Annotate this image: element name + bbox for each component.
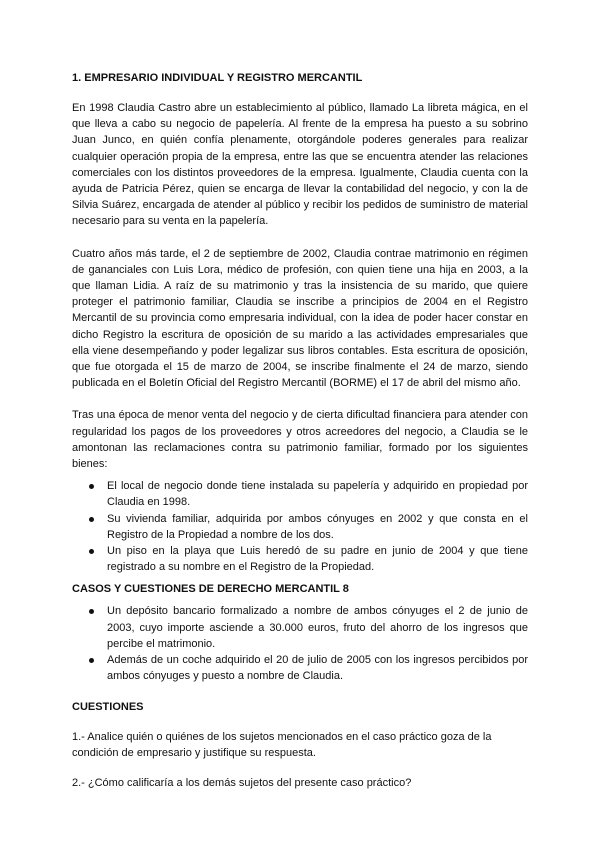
question-item: 1.- Analice quién o quiénes de los sujetos mencionados en el caso práctico goza de la condición de empresario y justifique su respuesta. (72, 730, 492, 759)
list-item: El local de negocio donde tiene instalada su papelería y adquirido en propiedad por Claudia en 1998. (72, 478, 528, 510)
list-item: Un depósito bancario formalizado a nombre de ambos cónyuges el 2 de junio de 2003, cuyo importe asciende a 30.000 euros, fruto del ahorro de los ingresos que percibe el matrimonio. (72, 603, 528, 652)
questions-heading: CUESTIONES (72, 700, 144, 713)
paragraph: Tras una época de menor venta del negocio y de cierta dificultad financiera para atender con regularidad los pagos de los proveedores y otros acreedores del negocio, a Claudia se le amontonan las reclamaciones contra su patrimonio familiar, formado por los siguientes bienes: (72, 409, 528, 471)
question-item: 2.- ¿Cómo calificaría a los demás sujetos del presente caso práctico? (72, 776, 412, 789)
section-heading: 1. EMPRESARIO INDIVIDUAL Y REGISTRO MERCANTIL (72, 72, 363, 84)
assets-list-continued (72, 603, 528, 684)
paragraph: Cuatro años más tarde, el 2 de septiembre de 2002, Claudia contrae matrimonio en régimen de gananciales con Luis Lora, médico de profesión, con quien tiene una hija en 2003, a la que llaman Lidia. A raíz de su matrimonio y tras la insistencia de su marido, que quiere proteger el patrimonio familiar, Claudia se inscribe a principios de 2004 en el Registro Mercantil de su provincia como empresaria individual, con la idea de poder hacer constar en dicho Registro la escritura de oposición de su marido a las actividades empresariales que ella viene desempeñando y poder legalizar sus libros contables. Esta escritura de oposición, que fue otorgada el 15 de marzo de 2004, se inscribe finalmente el 24 de marzo, siendo publicada en el Boletín Oficial del Registro Mercantil (BORME) el 17 de abril del mismo año. (72, 247, 528, 390)
running-header: CASOS Y CUESTIONES DE DERECHO MERCANTIL 8 (72, 583, 349, 596)
list-item: Un piso en la playa que Luis heredó de su padre en junio de 2004 y que tiene registrado a su nombre en el Registro de la Propiedad. (72, 543, 528, 575)
list-item: Además de un coche adquirido el 20 de julio de 2005 con los ingresos percibidos por ambos cónyuges y puesto a nombre de Claudia. (72, 652, 528, 684)
paragraph: En 1998 Claudia Castro abre un establecimiento al público, llamado La libreta mágica, en el que lleva a cabo su negocio de papelería. Al frente de la empresa ha puesto a su sobrino Juan Junco, en quién confía plenamente, otorgándole poderes generales para realizar cualquier operación propia de la empresa, entre las que se encuentra atender las relaciones comerciales con los distintos proveedores de la empresa. Igualmente, Claudia cuenta con la ayuda de Patricia Pérez, quien se encarga de llevar la contabilidad del negocio, y con la de Silvia Suárez, encargada de atender al público y recibir los pedidos de suministro de material necesario para su venta en la papelería. (72, 102, 528, 228)
assets-list (72, 478, 528, 575)
list-item: Su vivienda familiar, adquirida por ambos cónyuges en 2002 y que consta en el Registro de la Propiedad a nombre de los dos. (72, 511, 528, 543)
